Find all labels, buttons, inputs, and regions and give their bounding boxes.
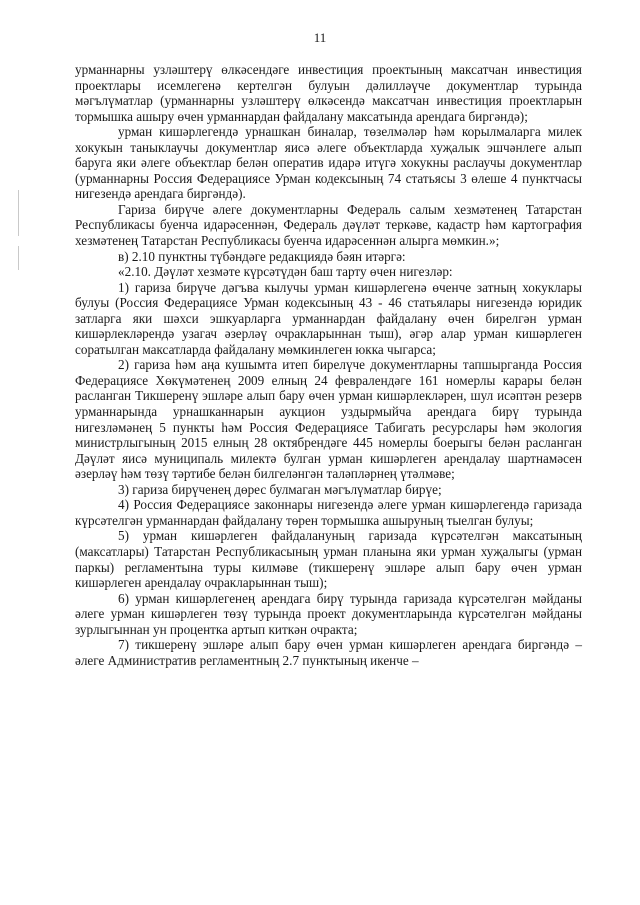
paragraph-4: в) 2.10 пунктны түбәндәге редакциядә бәян итәргә:	[118, 248, 406, 264]
paragraph-12: 7) тикшеренү эшләре алып бару өчен урман кишәрлеген арендага биргәндә – әлеге Административ регламентның 2.7 пунктының икенче –	[75, 637, 582, 668]
paragraph-9: 4) Россия Федерациясе законнары нигезендә әлеге урман кишәрлегендә гаризада күрсәтелгән урманнардан файдалану төрен тормышка ашыруның тыелган булуы;	[75, 497, 582, 528]
page-number: 11	[313, 30, 327, 45]
paragraph-8: 3) гариза бирүченең дөрес булмаган мәгълүматлар бирүе;	[118, 481, 442, 497]
paragraph-5: «2.10. Дәүләт хезмәте күрсәтүдән баш тарту өчен нигезләр:	[118, 264, 453, 280]
paragraph-10: 5) урман кишәрлеген файдалануның гаризада күрсәтелгән максатының (максатлары) Татарстан Республикасының урман планына яки урман хуҗалыгы (урман паркы) регламентына туры килмәве (тикшеренү эшләре алып бару өчен урман кишәрлеген арендалау очракларыннан тыш);	[75, 528, 582, 591]
paragraph-3: Гариза бирүче әлеге документларны Федераль салым хезмәтенең Татарстан Республикасы буенча идарәсеннән, Федераль дәүләт теркәве, кадастр һәм картография хезмәтенең Татарстан Республикасы буенча идарәсеннән алырга мөмкин.»;	[75, 201, 582, 249]
document-body	[75, 62, 582, 668]
paragraph-6: 1) гариза бирүче дәгъва кылучы урман кишәрлегенә өченче затның хокуклары булуы (Россия Федерациясе Урман кодексының 43 - 46 статьялары нигезендә юридик затларга яки шәхси эшкуарларга урманнардан файдалану өчен бирелгән урман кишәрлекләрендә узагач әзерләү очракларыннан тыш), әгәр алар урман кишәрлеген соратылган максатларда файдалану мөмкинлеген юкка чыгарса;	[75, 279, 582, 357]
paragraph-7: 2) гариза һәм аңа кушымта итеп бирелүче документларны тапшырганда Россия Федерациясе Хөкүмәтенең 2009 елның 24 февралендәге 161 номерлы карары белән расланган Тикшеренү эшләре алып бару өчен урман кишәрлекләрен, шул исәптән резерв урманнарында урнашканнарын аукцион уздырмыйча арендага бирү турында нигезләмәнең 5 пункты һәм Россия Федерациясе Табигать ресурслары һәм экология министрлыгының 2015 елның 28 октябрендәге 445 номерлы боерыгы белән расланган Дәүләт яисә муниципаль милектә булган урман кишәрлеген арендалау шартнамәсен әзерләү һәм төзү тәртибе белән билгеләнгән таләпләрнең үтәлмәве;	[75, 357, 582, 482]
scan-edge-mark	[18, 190, 19, 236]
paragraph-1: урманнарны узләштерү өлкәсендәге инвестиция проектының максатчан инвестиция проектлары исемлегенә кертелгән булуын дәлилләүче документлар турында мәгълүматлар (урманнарны узләштерү өлкәсендә максатчан инвестиция проектларын тормышка ашыру өчен урманнардан файдалану максатында арендага биргәндә);	[75, 62, 582, 124]
paragraph-11: 6) урман кишәрлегенең арендага бирү турында гаризада күрсәтелгән мәйданы әлеге урман кишәрлеген төзү турында проект документларында күрсәтелгән мәйданы зурлыгыннан ун процентка артып киткән очракта;	[75, 590, 582, 637]
paragraph-2: урман кишәрлегендә урнашкан биналар, төзелмәләр һәм корылмаларга милек хокукын таныклаучы документлар яисә әлеге объектларда хуҗалык эшчәнлеге алып баруга яки әлеге объектлар белән оператив идарә итүгә хокукны раслаучы документлар (урманнарны Россия Федерациясе Урман кодексының 74 статьясы 3 өлеше 4 пунктчасы нигезендә арендага биргәндә).	[75, 124, 582, 202]
scan-edge-mark	[18, 246, 19, 270]
